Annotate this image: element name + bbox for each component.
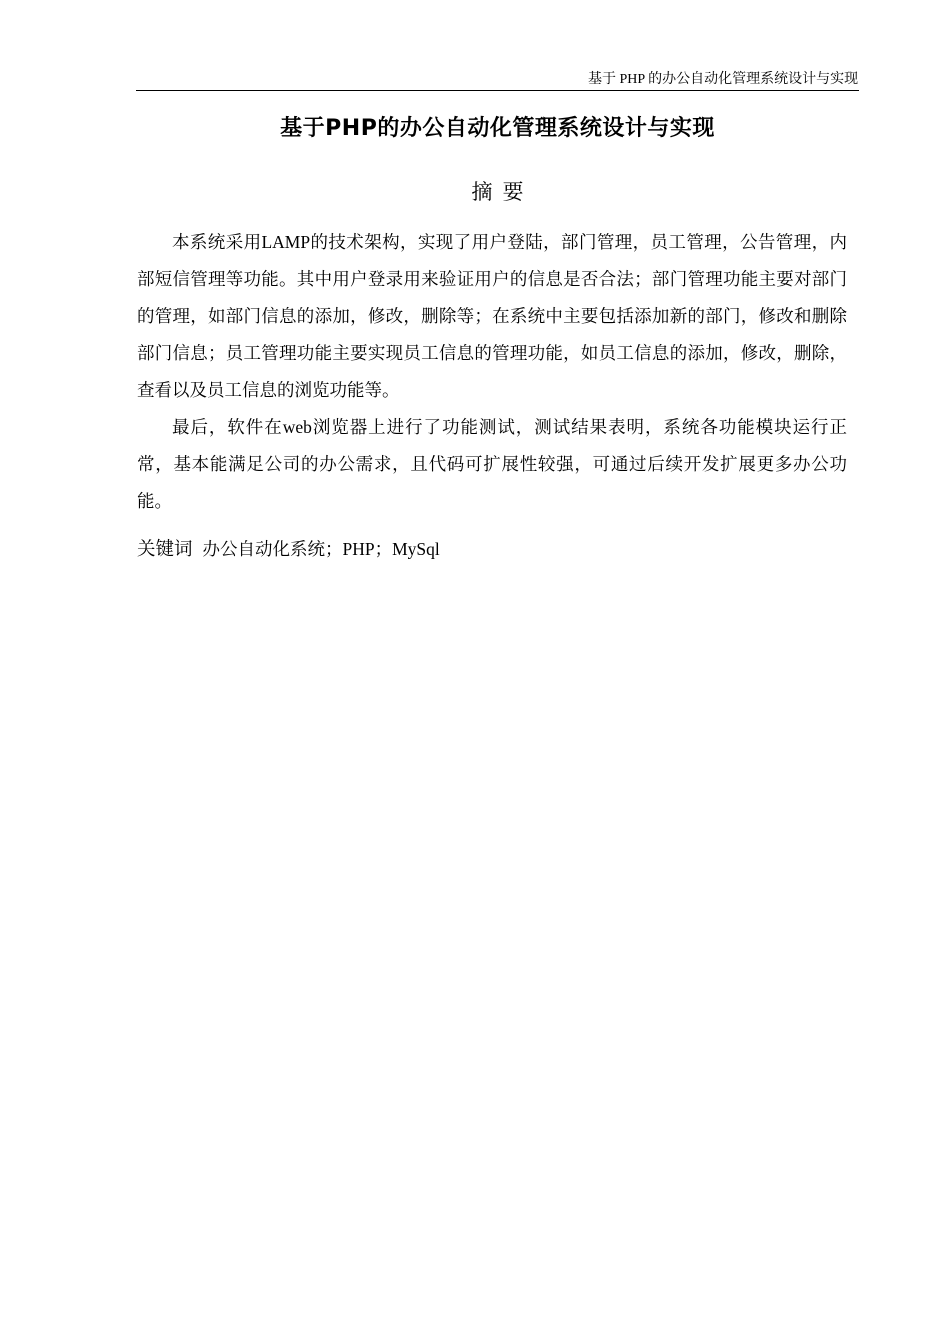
abstract-paragraph: 本系统采用LAMP的技术架构，实现了用户登陆，部门管理，员工管理，公告管理，内部短信管理等功能。其中用户登录用来验证用户的信息是否合法；部门管理功能主要对部门的管理，如部门信息的添加，修改，删除等；在系统中主要包括添加新的部门，修改和删除部门信息；员工管理功能主要实现员工信息的管理功能，如员工信息的添加，修改，删除，查看以及员工信息的浏览功能等。 — [137, 232, 847, 400]
keywords-label: 关键词 — [137, 539, 193, 560]
running-header-title: 基于 PHP 的办公自动化管理系统设计与实现 — [588, 72, 859, 87]
document-title: 基于PHP的办公自动化管理系统设计与实现 — [280, 116, 715, 141]
abstract-body — [137, 224, 847, 520]
abstract-heading: 摘要 — [471, 180, 534, 204]
keywords-value: 办公自动化系统；PHP；MySql — [202, 539, 440, 559]
keywords-line — [137, 535, 440, 561]
running-header — [136, 66, 859, 91]
abstract-paragraph: 最后，软件在web浏览器上进行了功能测试，测试结果表明，系统各功能模块运行正常，基本能满足公司的办公需求，且代码可扩展性较强，可通过后续开发扩展更多办公功能。 — [137, 417, 847, 511]
